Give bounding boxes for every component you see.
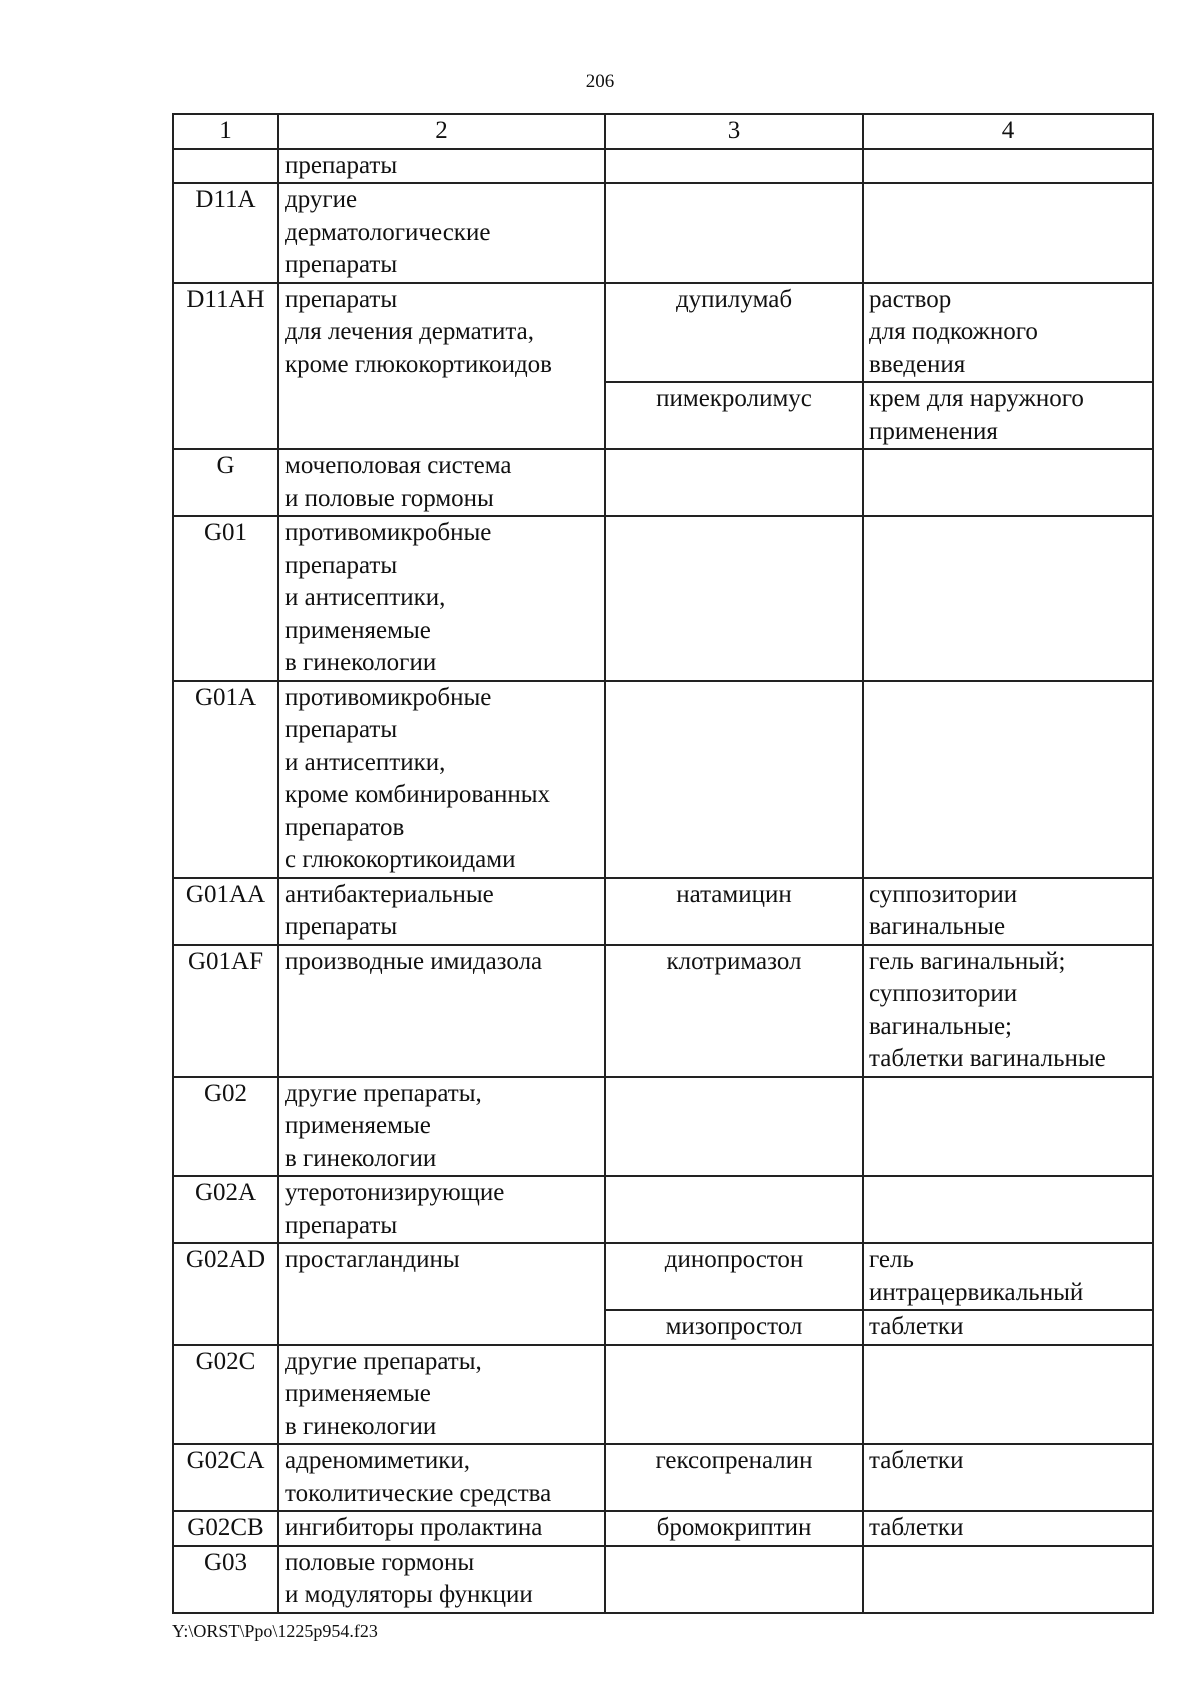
atc-code-cell: D11A xyxy=(173,183,278,283)
anatomical-group-cell: простагландины xyxy=(278,1243,605,1345)
atc-code-cell: G01AA xyxy=(173,878,278,945)
atc-code-cell: D11AH xyxy=(173,283,278,450)
drug-name-cell: пимекролимус xyxy=(605,382,863,449)
dosage-form-cell: суппозитории вагинальные xyxy=(863,878,1153,945)
drug-name-cell: динопростон xyxy=(605,1243,863,1310)
anatomical-group-cell: ингибиторы пролактина xyxy=(278,1511,605,1546)
drug-name-cell: мизопростол xyxy=(605,1310,863,1345)
drug-name-cell xyxy=(605,183,863,283)
header-cell-1: 1 xyxy=(173,114,278,149)
dosage-form-cell xyxy=(863,1546,1153,1613)
drug-name-cell xyxy=(605,1546,863,1613)
table-row xyxy=(173,1444,1153,1511)
atc-code-cell: G02AD xyxy=(173,1243,278,1345)
table-row xyxy=(173,283,1153,383)
atc-code-cell xyxy=(173,149,278,184)
header-cell-3: 3 xyxy=(605,114,863,149)
table-row xyxy=(173,1077,1153,1177)
table-row xyxy=(173,1243,1153,1310)
anatomical-group-cell: другие дерматологические препараты xyxy=(278,183,605,283)
atc-code-cell: G03 xyxy=(173,1546,278,1613)
drug-name-cell xyxy=(605,1345,863,1445)
table-row xyxy=(173,1345,1153,1445)
anatomical-group-cell: адреномиметики, токолитические средства xyxy=(278,1444,605,1511)
atc-code-cell: G01AF xyxy=(173,945,278,1077)
anatomical-group-cell: другие препараты, применяемые в гинекологии xyxy=(278,1077,605,1177)
dosage-form-cell xyxy=(863,449,1153,516)
dosage-form-cell xyxy=(863,1345,1153,1445)
dosage-form-cell: таблетки xyxy=(863,1511,1153,1546)
anatomical-group-cell: препараты xyxy=(278,149,605,184)
anatomical-group-cell: антибактериальные препараты xyxy=(278,878,605,945)
table-row xyxy=(173,1546,1153,1613)
drug-name-cell xyxy=(605,681,863,878)
drug-name-cell xyxy=(605,149,863,184)
anatomical-group-cell: мочеполовая система и половые гормоны xyxy=(278,449,605,516)
table-row xyxy=(173,449,1153,516)
anatomical-group-cell: половые гормоны и модуляторы функции xyxy=(278,1546,605,1613)
atc-code-cell: G02CB xyxy=(173,1511,278,1546)
drug-classification-table xyxy=(172,113,1154,1614)
dosage-form-cell xyxy=(863,1077,1153,1177)
dosage-form-cell: гель интрацервикальный xyxy=(863,1243,1153,1310)
dosage-form-cell: крем для наружного применения xyxy=(863,382,1153,449)
anatomical-group-cell: противомикробные препараты и антисептики, кроме комбинированных препаратов с глюкокортикоидами xyxy=(278,681,605,878)
atc-code-cell: G02 xyxy=(173,1077,278,1177)
table-row xyxy=(173,681,1153,878)
anatomical-group-cell: противомикробные препараты и антисептики, применяемые в гинекологии xyxy=(278,516,605,681)
header-cell-4: 4 xyxy=(863,114,1153,149)
drug-name-cell: дупилумаб xyxy=(605,283,863,383)
dosage-form-cell: раствор для подкожного введения xyxy=(863,283,1153,383)
header-cell-2: 2 xyxy=(278,114,605,149)
anatomical-group-cell: другие препараты, применяемые в гинекологии xyxy=(278,1345,605,1445)
atc-code-cell: G xyxy=(173,449,278,516)
drug-name-cell xyxy=(605,516,863,681)
drug-name-cell: натамицин xyxy=(605,878,863,945)
atc-code-cell: G02CA xyxy=(173,1444,278,1511)
table-row xyxy=(173,1511,1153,1546)
table-row xyxy=(173,149,1153,184)
drug-name-cell xyxy=(605,449,863,516)
table-row xyxy=(173,183,1153,283)
atc-code-cell: G01 xyxy=(173,516,278,681)
table-header-row xyxy=(173,114,1153,149)
dosage-form-cell xyxy=(863,516,1153,681)
table-body xyxy=(173,114,1153,1613)
drug-name-cell: гексопреналин xyxy=(605,1444,863,1511)
dosage-form-cell xyxy=(863,681,1153,878)
dosage-form-cell: таблетки xyxy=(863,1444,1153,1511)
table-row xyxy=(173,1176,1153,1243)
drug-name-cell xyxy=(605,1176,863,1243)
drug-name-cell: клотримазол xyxy=(605,945,863,1077)
file-path-footer: Y:\ORST\Ppo\1225p954.f23 xyxy=(172,1621,378,1641)
table-row xyxy=(173,945,1153,1077)
anatomical-group-cell: производные имидазола xyxy=(278,945,605,1077)
atc-code-cell: G02C xyxy=(173,1345,278,1445)
dosage-form-cell: таблетки xyxy=(863,1310,1153,1345)
drug-name-cell: бромокриптин xyxy=(605,1511,863,1546)
dosage-form-cell xyxy=(863,1176,1153,1243)
dosage-form-cell xyxy=(863,149,1153,184)
anatomical-group-cell: препараты для лечения дерматита, кроме глюкокортикоидов xyxy=(278,283,605,450)
table-row xyxy=(173,516,1153,681)
dosage-form-cell xyxy=(863,183,1153,283)
page-number: 206 xyxy=(585,71,615,92)
atc-code-cell: G02A xyxy=(173,1176,278,1243)
atc-code-cell: G01A xyxy=(173,681,278,878)
drug-name-cell xyxy=(605,1077,863,1177)
table-row xyxy=(173,878,1153,945)
dosage-form-cell: гель вагинальный; суппозитории вагинальные; таблетки вагинальные xyxy=(863,945,1153,1077)
anatomical-group-cell: утеротонизирующие препараты xyxy=(278,1176,605,1243)
